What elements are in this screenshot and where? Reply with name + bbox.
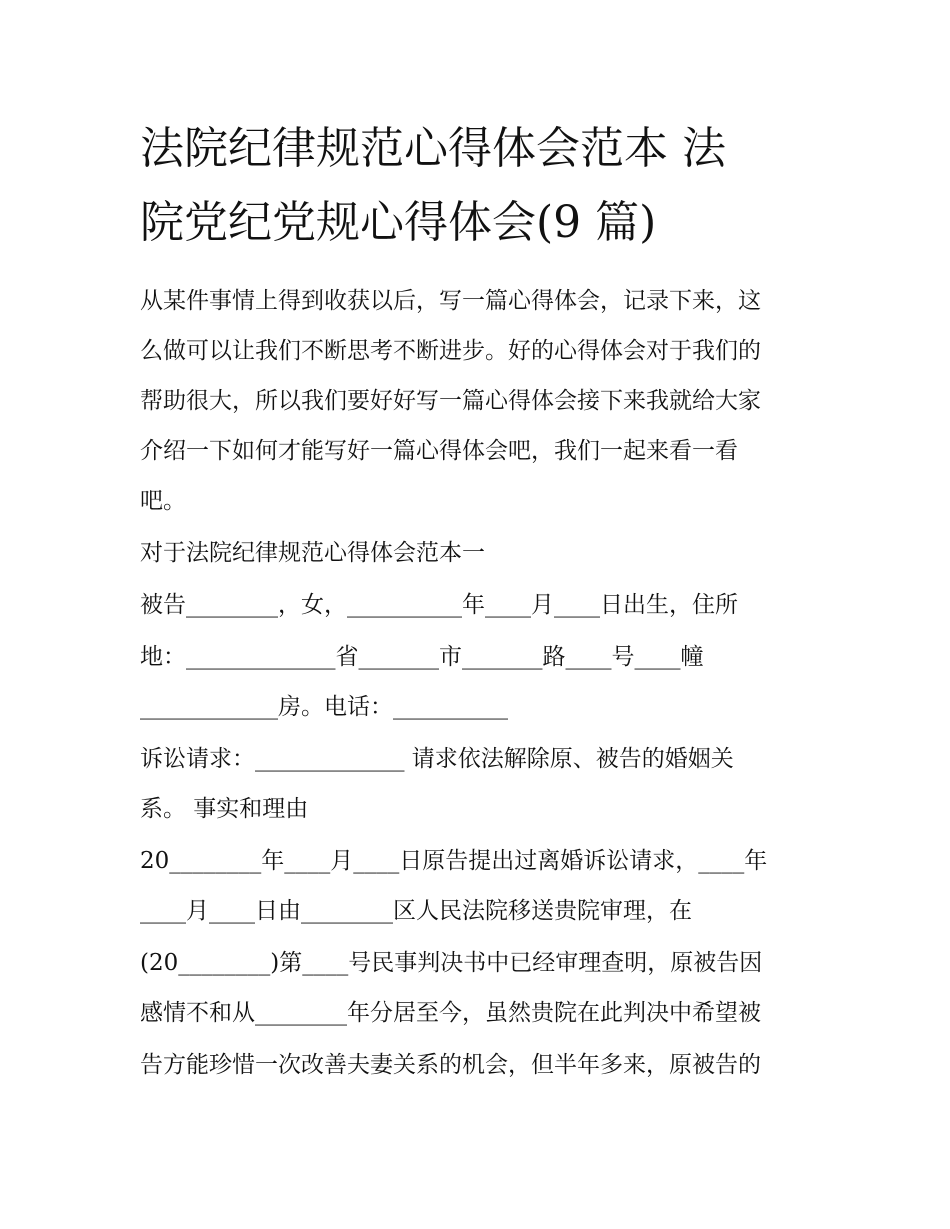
body-line-10: 告方能珍惜一次改善夫妻关系的机会，但半年多来，原被告的 [140,1052,761,1078]
intro-line-2: 么做可以让我们不断思考不断进步。好的心得体会对于我们的 [140,338,761,364]
document-title [140,112,820,260]
body-line-6: 20________年____月____日原告提出过离婚诉讼请求，____年 [140,848,768,874]
body-line-4: 诉讼请求：_____________ 请求依法解除原、被告的婚姻关 [140,746,734,772]
body-line-7: ____月____日由________区人民法院移送贵院审理，在 [140,898,692,924]
intro-line-4: 介绍一下如何才能写好一篇心得体会吧，我们一起来看一看 [140,438,738,464]
intro-line-3: 帮助很大，所以我们要好好写一篇心得体会接下来我就给大家 [140,388,761,414]
title-line-2: 院党纪党规心得体会(9 篇) [140,197,657,248]
body-line-1: 被告________，女，__________年____月____日出生，住所 [140,592,738,618]
body-line-5: 系。 事实和理由 [140,796,309,822]
title-line-1: 法院纪律规范心得体会范本 法 [140,123,726,174]
section-heading: 对于法院纪律规范心得体会范本一 [140,540,485,566]
intro-line-5: 吧。 [140,488,186,514]
body-line-3: ____________房。电话：__________ [140,694,508,720]
intro-line-1: 从某件事情上得到收获以后，写一篇心得体会，记录下来，这 [140,288,761,314]
body-line-8: (20________)第____号民事判决书中已经审理查明，原被告因 [140,950,763,976]
body-line-2: 地：_____________省_______市_______路____号____幢 [140,644,704,670]
body-line-9: 感情不和从________年分居至今，虽然贵院在此判决中希望被 [140,1000,761,1026]
